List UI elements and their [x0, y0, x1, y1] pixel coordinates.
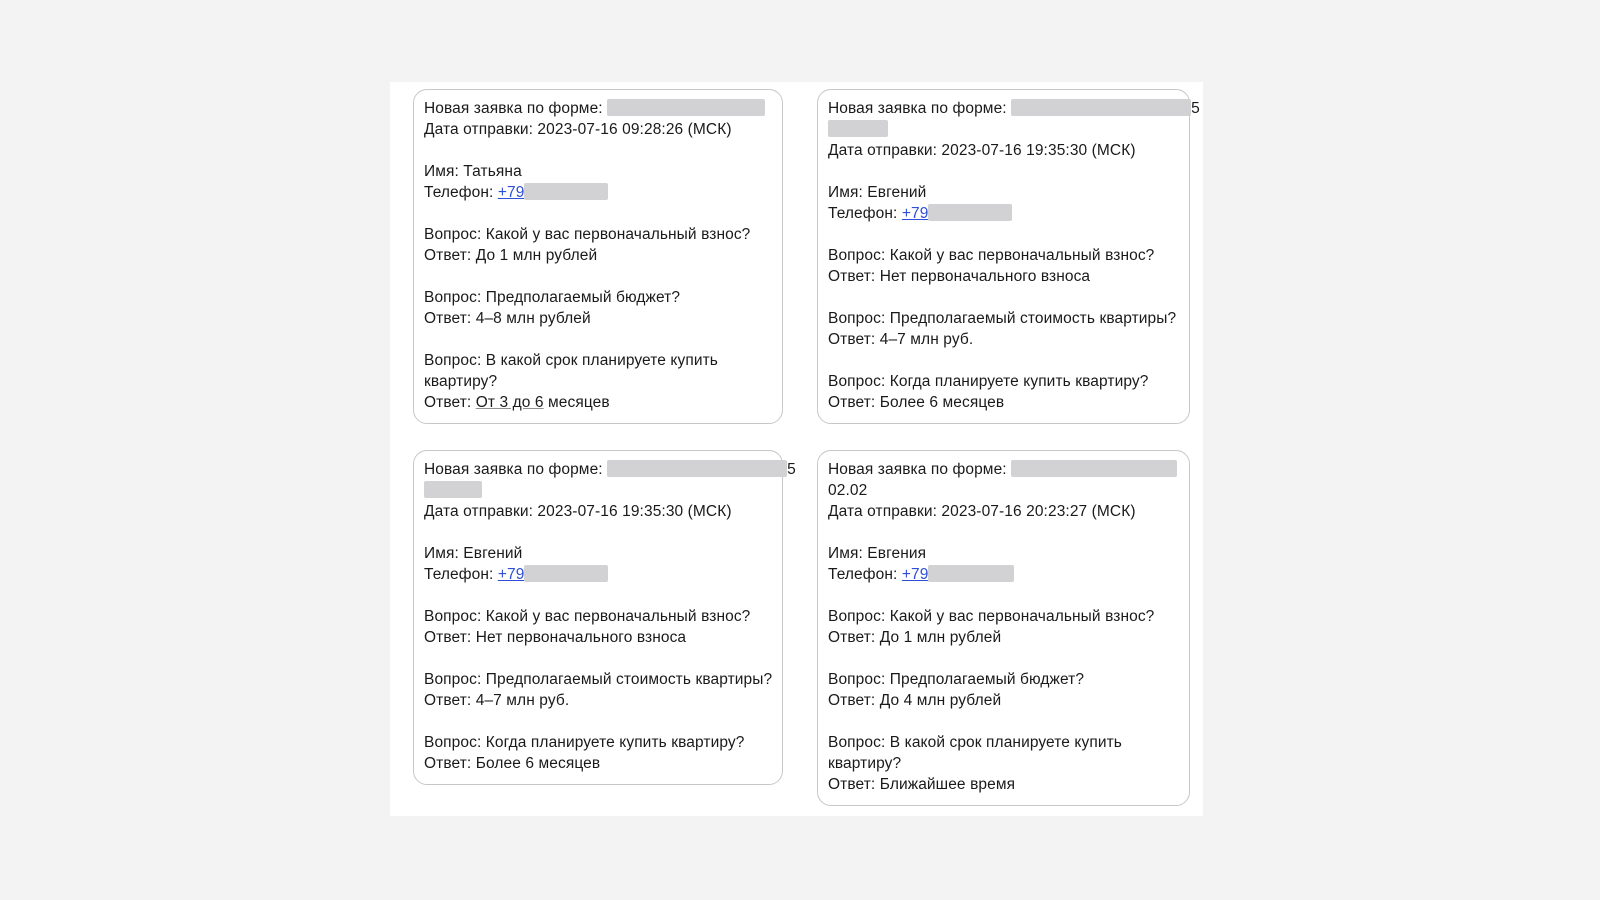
redacted-text-block	[424, 481, 482, 498]
message-line	[828, 501, 1178, 522]
message-line	[828, 119, 1178, 140]
message-line	[828, 459, 1178, 480]
message-text: 5	[1191, 100, 1200, 117]
redacted-text-block	[1011, 99, 1191, 116]
message-text: Ответ: До 1 млн рублей	[424, 247, 598, 264]
message-line	[424, 564, 771, 585]
message-text: Вопрос: Какой у вас первоначальный взнос?	[424, 226, 751, 243]
detected-text-link[interactable]: От 3 до 6	[475, 394, 544, 411]
message-text: Вопрос: Когда планируете купить квартиру?	[424, 734, 745, 751]
message-text: Ответ: Ближайшее время	[828, 776, 1016, 793]
message-line	[828, 308, 1178, 329]
message-text: Ответ: Нет первоначального взноса	[424, 629, 687, 646]
message-paragraph	[424, 98, 771, 140]
message-text: Новая заявка по форме:	[828, 100, 1012, 117]
message-line	[828, 564, 1178, 585]
application-card-3	[413, 450, 796, 785]
message-paragraph	[424, 350, 771, 413]
message-paragraph	[424, 732, 771, 774]
message-text: Телефон:	[828, 205, 902, 222]
message-paragraph	[424, 287, 771, 329]
message-paragraph	[828, 606, 1178, 648]
message-paragraph	[828, 732, 1178, 795]
message-text: 02.02	[828, 482, 868, 499]
message-line	[424, 606, 771, 627]
message-text: Вопрос: Предполагаемый стоимость квартиры?	[424, 671, 773, 688]
message-line	[424, 392, 771, 413]
message-text: Новая заявка по форме:	[828, 461, 1012, 478]
message-line	[424, 501, 771, 522]
message-text: Имя: Евгений	[828, 184, 927, 201]
message-line	[424, 287, 771, 308]
message-line	[424, 224, 771, 245]
message-line	[828, 392, 1178, 413]
message-line	[424, 371, 771, 392]
message-line	[424, 182, 771, 203]
message-line	[828, 182, 1178, 203]
message-paragraph	[828, 669, 1178, 711]
message-line	[424, 627, 771, 648]
message-line	[424, 543, 771, 564]
message-line	[424, 308, 771, 329]
message-paragraph	[424, 543, 771, 585]
message-text: Вопрос: В какой срок планируете купить	[424, 352, 718, 369]
message-line	[828, 140, 1178, 161]
redacted-text-block	[607, 460, 787, 477]
message-paragraph	[424, 224, 771, 266]
message-paragraph	[424, 606, 771, 648]
message-text: Дата отправки: 2023-07-16 09:28:26 (МСК)	[424, 121, 732, 138]
message-text: Вопрос: Какой у вас первоначальный взнос?	[828, 608, 1155, 625]
message-text: Ответ: До 1 млн рублей	[828, 629, 1002, 646]
message-line	[828, 774, 1178, 795]
message-text: Вопрос: Предполагаемый бюджет?	[424, 289, 681, 306]
message-paragraph	[828, 308, 1178, 350]
message-line	[828, 266, 1178, 287]
redacted-text-block	[1011, 460, 1177, 477]
message-line	[424, 161, 771, 182]
message-text: Ответ: До 4 млн рублей	[828, 692, 1002, 709]
redacted-text-block	[928, 565, 1014, 582]
message-paragraph	[424, 669, 771, 711]
message-text: Новая заявка по форме:	[424, 461, 608, 478]
message-text: Вопрос: Когда планируете купить квартиру?	[828, 373, 1149, 390]
message-text: Телефон:	[424, 184, 498, 201]
message-text: Дата отправки: 2023-07-16 19:35:30 (МСК)	[828, 142, 1136, 159]
message-line	[828, 627, 1178, 648]
message-text: Вопрос: В какой срок планируете купить	[828, 734, 1122, 751]
message-paragraph	[424, 161, 771, 203]
message-paragraph	[424, 459, 796, 522]
phone-link[interactable]: +79	[497, 566, 525, 583]
message-text: Дата отправки: 2023-07-16 20:23:27 (МСК)	[828, 503, 1136, 520]
message-paragraph	[828, 371, 1178, 413]
redacted-text-block	[928, 204, 1012, 221]
content-panel	[390, 82, 1203, 816]
message-line	[828, 732, 1178, 753]
message-text: Вопрос: Какой у вас первоначальный взнос?	[828, 247, 1155, 264]
message-text: Имя: Евгений	[424, 545, 523, 562]
phone-link[interactable]: +79	[901, 566, 929, 583]
message-text: Телефон:	[828, 566, 902, 583]
message-text: Дата отправки: 2023-07-16 19:35:30 (МСК)	[424, 503, 732, 520]
message-line	[424, 459, 796, 480]
application-card-1	[413, 89, 783, 424]
redacted-text-block	[524, 565, 608, 582]
message-line	[828, 329, 1178, 350]
redacted-text-block	[607, 99, 765, 116]
message-line	[828, 480, 1178, 501]
message-line	[828, 98, 1200, 119]
message-paragraph	[828, 459, 1178, 522]
message-line	[828, 669, 1178, 690]
message-text: Телефон:	[424, 566, 498, 583]
message-line	[424, 732, 771, 753]
message-text: Новая заявка по форме:	[424, 100, 608, 117]
message-line	[424, 119, 771, 140]
message-text: Ответ: 4–7 млн руб.	[424, 692, 570, 709]
message-line	[828, 753, 1178, 774]
message-text: Имя: Евгения	[828, 545, 927, 562]
message-text: Ответ: Более 6 месяцев	[424, 755, 601, 772]
message-line	[424, 669, 771, 690]
message-line	[828, 203, 1178, 224]
message-text: месяцев	[543, 394, 610, 411]
message-text: Ответ:	[424, 394, 476, 411]
message-line	[424, 480, 771, 501]
message-line	[828, 606, 1178, 627]
message-text: Вопрос: Предполагаемый бюджет?	[828, 671, 1085, 688]
message-line	[828, 245, 1178, 266]
message-line	[828, 543, 1178, 564]
message-text: 5	[787, 461, 796, 478]
message-text: квартиру?	[828, 755, 902, 772]
message-line	[424, 98, 771, 119]
message-line	[424, 690, 771, 711]
message-line	[424, 350, 771, 371]
phone-link[interactable]: +79	[497, 184, 525, 201]
message-text: Вопрос: Предполагаемый стоимость квартиры?	[828, 310, 1177, 327]
message-text: квартиру?	[424, 373, 498, 390]
message-line	[828, 371, 1178, 392]
application-card-4	[817, 450, 1190, 806]
message-text: Ответ: Более 6 месяцев	[828, 394, 1005, 411]
message-paragraph	[828, 245, 1178, 287]
message-line	[828, 690, 1178, 711]
redacted-text-block	[828, 120, 888, 137]
application-card-2	[817, 89, 1200, 424]
message-text: Ответ: Нет первоначального взноса	[828, 268, 1091, 285]
redacted-text-block	[524, 183, 608, 200]
message-paragraph	[828, 182, 1178, 224]
message-line	[424, 753, 771, 774]
message-paragraph	[828, 543, 1178, 585]
message-text: Ответ: 4–8 млн рублей	[424, 310, 591, 327]
message-text: Имя: Татьяна	[424, 163, 522, 180]
message-text: Ответ: 4–7 млн руб.	[828, 331, 974, 348]
message-line	[424, 245, 771, 266]
phone-link[interactable]: +79	[901, 205, 929, 222]
message-text: Вопрос: Какой у вас первоначальный взнос?	[424, 608, 751, 625]
message-paragraph	[828, 98, 1200, 161]
